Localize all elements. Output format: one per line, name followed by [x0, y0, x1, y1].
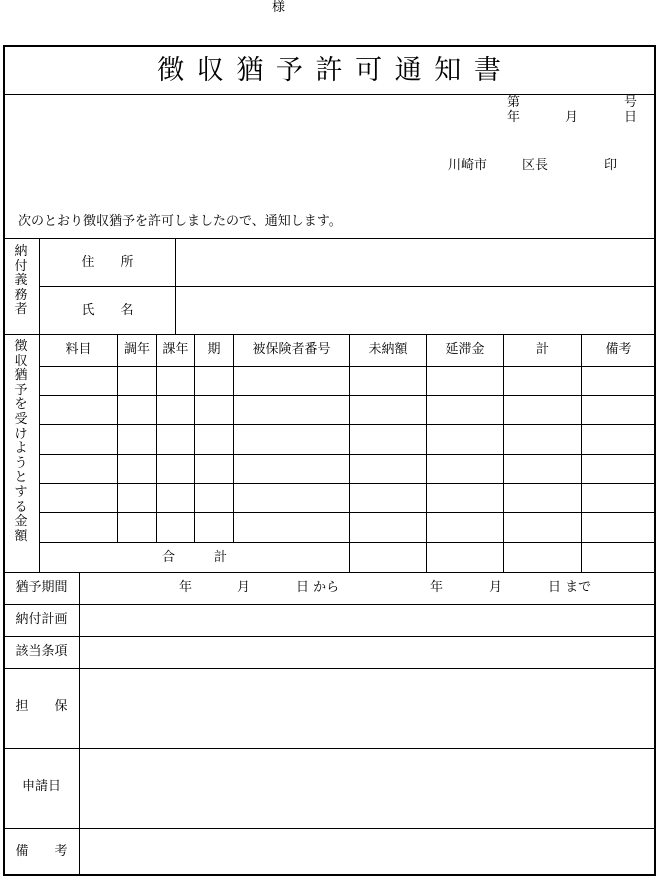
- period-label: 猶予期間: [15, 580, 68, 595]
- grid-col-line: [194, 334, 195, 542]
- issuer-ward-head: 区長: [522, 158, 549, 173]
- grid-row-line: [39, 395, 656, 396]
- header-note: 様: [272, 0, 286, 15]
- grid-row-line: [39, 424, 656, 425]
- col-header-remarks: 備考: [605, 342, 632, 357]
- remarks-label: 備 考: [15, 844, 68, 859]
- grid-row-line: [39, 512, 656, 513]
- obligor-section-label: 納付義務者: [14, 244, 28, 318]
- remarks-field[interactable]: [80, 829, 654, 874]
- collateral-label: 担 保: [15, 699, 68, 714]
- issuer-city: 川崎市: [448, 158, 488, 173]
- payment-plan-field[interactable]: [80, 605, 654, 635]
- period-to-year: 年: [430, 580, 444, 595]
- name-label: 氏 名: [81, 303, 134, 318]
- form-title: 徴 収 猶 予 許 可 通 知 書: [157, 55, 503, 86]
- grid-col-line: [349, 334, 350, 572]
- col-header-ki: 期: [207, 342, 221, 357]
- grid-col-line: [426, 334, 427, 572]
- grid-row-line: [39, 454, 656, 455]
- date-day: 日: [624, 110, 638, 125]
- period-to-month: 月: [489, 580, 503, 595]
- applicable-clause-field[interactable]: [80, 637, 654, 667]
- amount-section-label: 徴収猶予を受けようとする金額: [14, 339, 28, 544]
- grid-row-line: [39, 542, 656, 543]
- collateral-field[interactable]: [80, 669, 654, 747]
- title-divider: [4, 94, 656, 95]
- application-date-label: 申請日: [21, 779, 61, 794]
- address-label: 住 所: [81, 255, 134, 270]
- notice-text: 次のとおり徴収猶予を許可しましたので、通知します。: [18, 214, 342, 229]
- grid-row-line: [39, 483, 656, 484]
- period-from-day: 日 から: [296, 580, 340, 595]
- amount-label-divider: [39, 334, 40, 572]
- doc-number-prefix: 第: [507, 95, 521, 110]
- applicable-clause-label: 該当条項: [15, 644, 68, 659]
- payment-plan-label: 納付計画: [15, 612, 68, 627]
- period-from-year: 年: [179, 580, 193, 595]
- col-header-kanen: 課年: [162, 342, 189, 357]
- doc-number-suffix: 号: [624, 95, 638, 110]
- total-row-label: 合 計: [161, 550, 227, 565]
- application-date-field[interactable]: [80, 749, 654, 827]
- grid-col-line: [581, 334, 582, 572]
- grid-row-line: [39, 366, 656, 367]
- address-field[interactable]: [176, 239, 654, 285]
- col-header-unpaid: 未納額: [368, 342, 408, 357]
- name-field[interactable]: [176, 287, 654, 333]
- grid-col-line: [117, 334, 118, 542]
- grid-col-line: [503, 334, 504, 572]
- issuer-seal: 印: [604, 158, 618, 173]
- period-to-day: 日 まで: [548, 580, 592, 595]
- grid-col-line: [156, 334, 157, 542]
- col-header-insured-number: 被保険者番号: [252, 342, 331, 357]
- grid-col-line: [233, 334, 234, 542]
- period-top-line: [4, 572, 656, 573]
- col-header-total: 計: [535, 342, 549, 357]
- col-header-chonen: 調年: [123, 342, 150, 357]
- col-header-late-fee: 延滞金: [445, 342, 485, 357]
- date-month: 月: [565, 110, 579, 125]
- date-year: 年: [507, 110, 521, 125]
- amount-top-line: [4, 334, 656, 335]
- period-from-month: 月: [237, 580, 251, 595]
- col-header-ryomoku: 料目: [65, 342, 92, 357]
